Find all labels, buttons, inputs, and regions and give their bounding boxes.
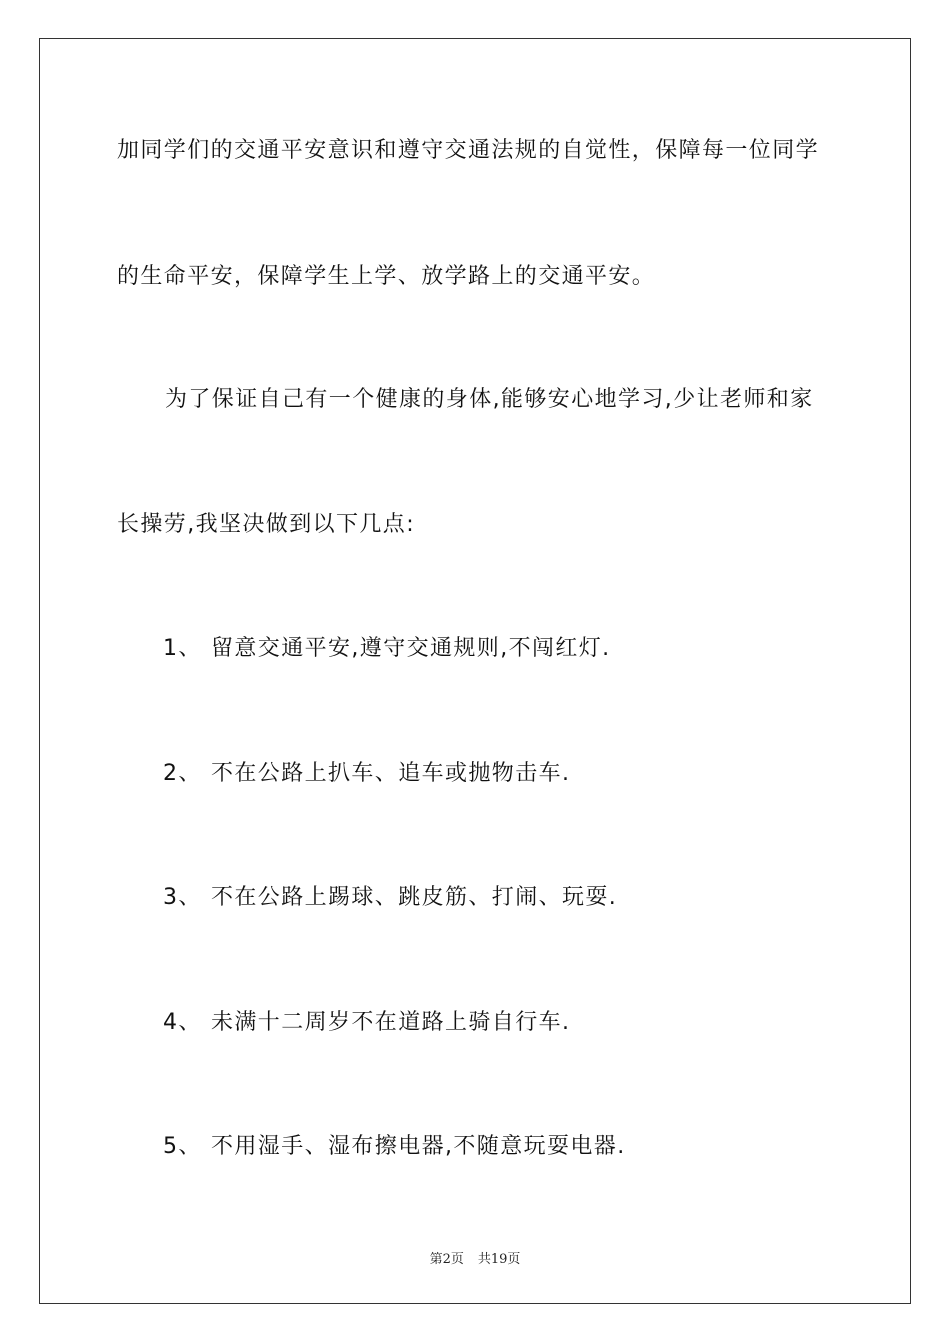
list-item — [163, 634, 611, 664]
list-item — [163, 883, 617, 913]
page-number: 第2页 — [429, 1252, 464, 1267]
list-item-number: 1、 — [163, 636, 202, 661]
list-item — [163, 759, 570, 789]
list-item-text: 不在公路上踢球、跳皮筋、打闹、玩耍. — [211, 885, 618, 910]
list-item — [163, 1008, 570, 1038]
list-item-number: 3、 — [163, 885, 202, 910]
page-footer — [0, 1248, 950, 1267]
page-border — [39, 38, 911, 1304]
list-item-number: 2、 — [163, 761, 202, 786]
paragraph-line: 为了保证自己有一个健康的身体,能够安心地学习,少让老师和家 — [165, 387, 814, 412]
list-item-text: 不用湿手、湿布擦电器,不随意玩耍电器. — [211, 1134, 626, 1159]
list-item-number: 4、 — [163, 1010, 202, 1035]
list-item-text: 留意交通平安,遵守交通规则,不闯红灯. — [211, 636, 611, 661]
list-item-text: 未满十二周岁不在道路上骑自行车. — [211, 1010, 571, 1035]
page-total: 共19页 — [477, 1252, 521, 1267]
paragraph-line: 加同学们的交通平安意识和遵守交通法规的自觉性，保障每一位同学 — [117, 138, 820, 163]
paragraph-line: 长操劳,我坚决做到以下几点: — [117, 512, 416, 537]
list-item — [163, 1132, 626, 1162]
paragraph-line: 的生命平安，保障学生上学、放学路上的交通平安。 — [117, 264, 656, 289]
list-item-number: 5、 — [163, 1134, 202, 1159]
list-item-text: 不在公路上扒车、追车或抛物击车. — [211, 761, 571, 786]
